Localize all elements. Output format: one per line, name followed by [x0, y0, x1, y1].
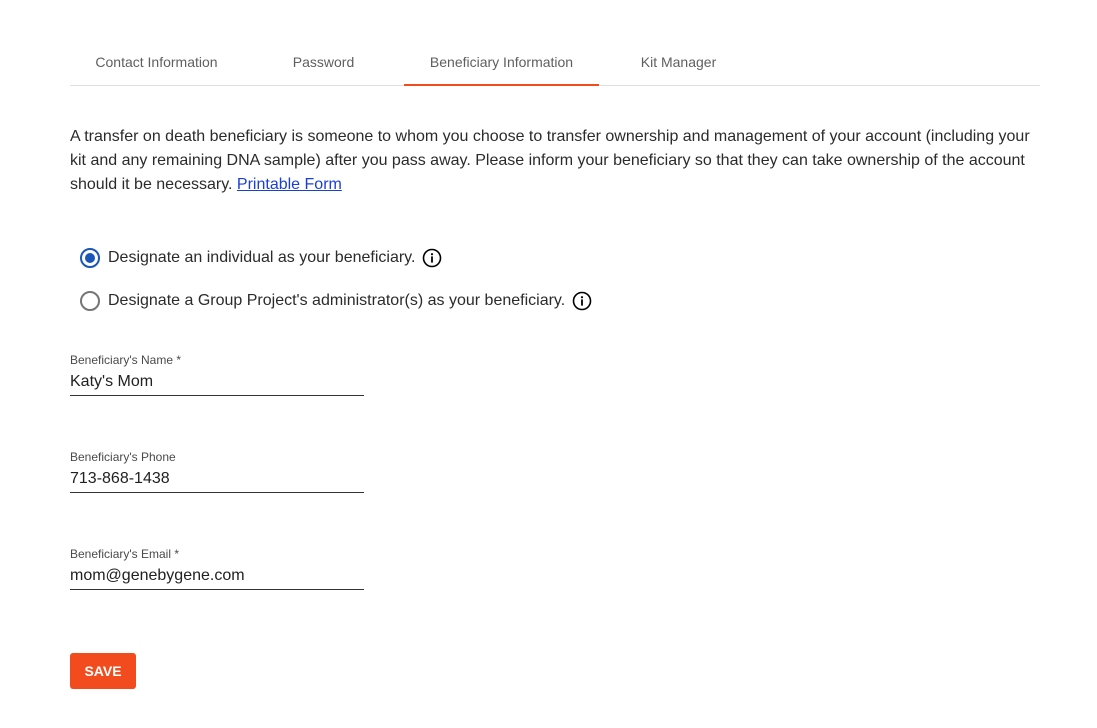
- beneficiary-email-label: Beneficiary's Email *: [70, 547, 179, 561]
- tab-beneficiary-information[interactable]: Beneficiary Information: [404, 38, 599, 85]
- beneficiary-description: [70, 125, 1030, 197]
- account-tabs: [70, 38, 1040, 86]
- tab-kit-manager[interactable]: Kit Manager: [640, 53, 717, 70]
- option-individual: [80, 248, 442, 268]
- individual-radio[interactable]: [80, 248, 100, 268]
- beneficiary-name-input[interactable]: [70, 370, 364, 396]
- individual-radio-label[interactable]: Designate an individual as your beneficiary.: [108, 249, 416, 266]
- beneficiary-phone-input[interactable]: [70, 467, 364, 493]
- option-group-admin: [80, 291, 592, 311]
- group-admin-radio-label[interactable]: Designate a Group Project's administrator(s) as your beneficiary.: [108, 292, 566, 309]
- beneficiary-name-field: [70, 353, 364, 396]
- group-admin-radio[interactable]: [80, 291, 100, 311]
- beneficiary-name-label: Beneficiary's Name *: [70, 353, 181, 367]
- beneficiary-phone-field: [70, 450, 364, 493]
- info-icon[interactable]: [422, 248, 442, 268]
- beneficiary-phone-label: Beneficiary's Phone: [70, 450, 176, 464]
- info-icon[interactable]: [572, 291, 592, 311]
- tab-password[interactable]: Password: [292, 53, 355, 70]
- description-text: A transfer on death beneficiary is someone to whom you choose to transfer ownership and management of your account (including your kit and any remaining DNA sample) after you pass away. Please inform your beneficiary so that they can take ownership of the account should it be necessary.: [70, 128, 1030, 193]
- tab-contact-information[interactable]: Contact Information: [95, 53, 218, 70]
- beneficiary-email-input[interactable]: [70, 564, 364, 590]
- beneficiary-email-field: [70, 547, 364, 590]
- save-button[interactable]: SAVE: [70, 653, 136, 689]
- printable-form-link[interactable]: Printable Form: [236, 176, 342, 193]
